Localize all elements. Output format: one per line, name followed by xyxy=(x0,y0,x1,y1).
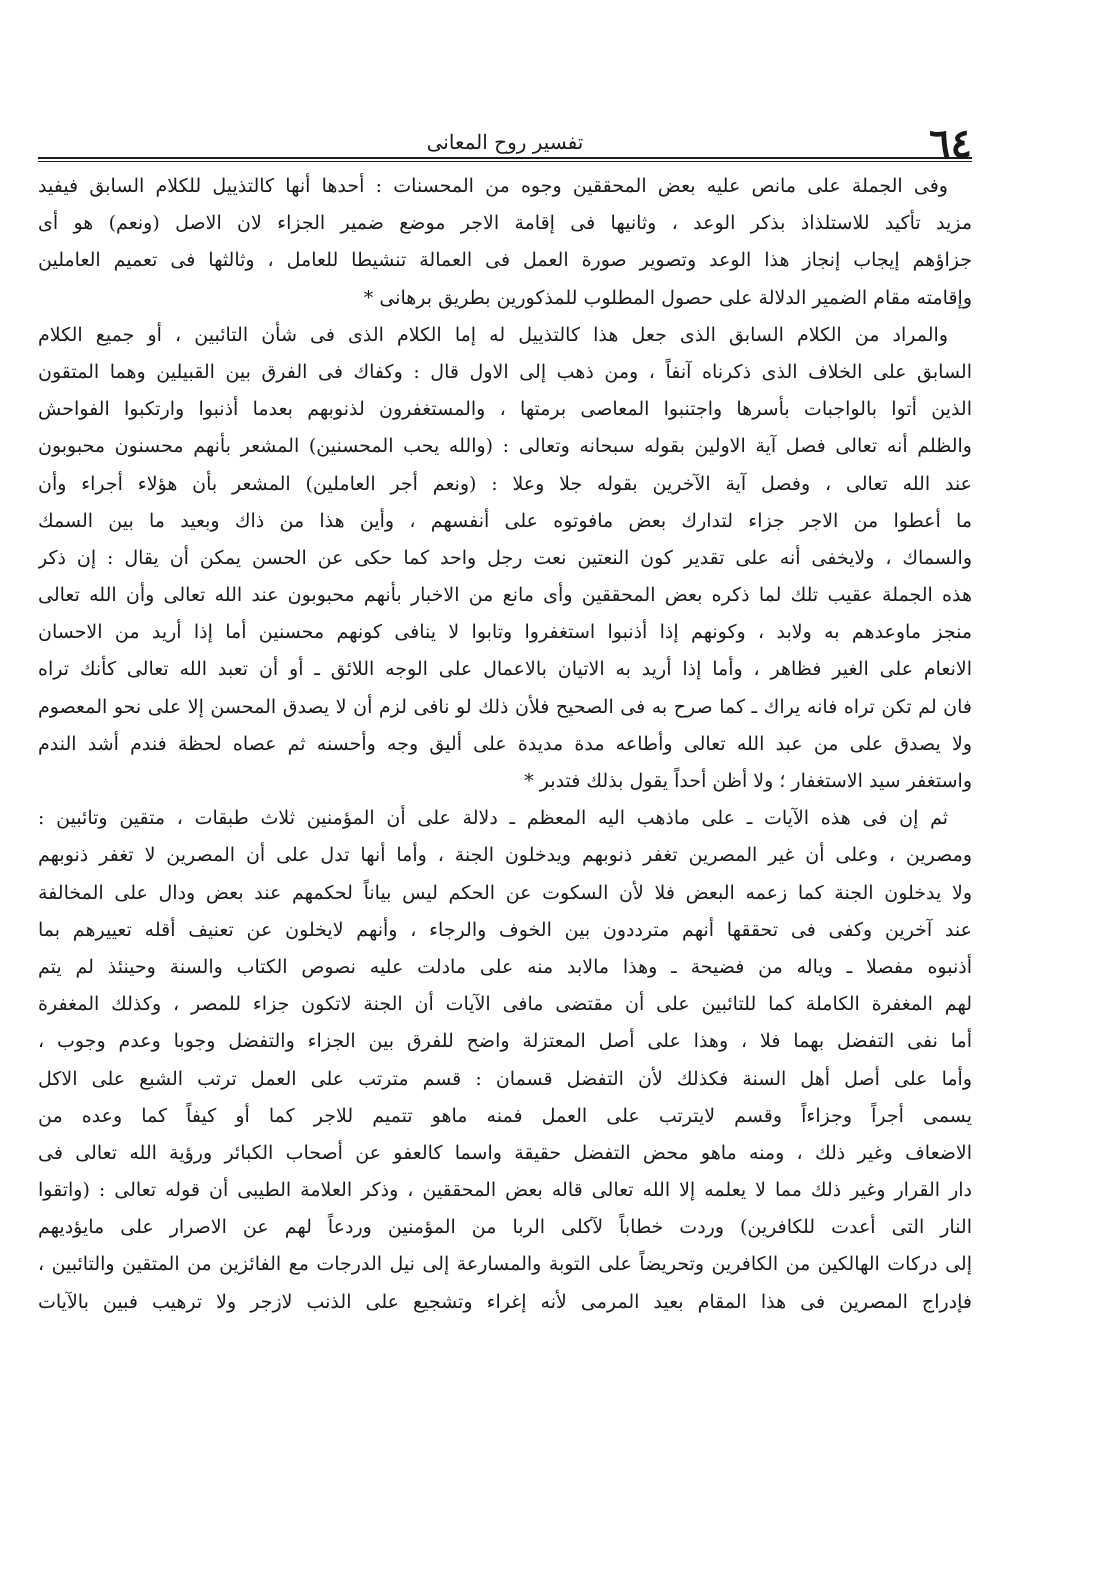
text-line: الانعام على الغير فظاهر ، وأما إذا أريد به الاتيان بالاعمال على الوجه اللائق ـ أو أن تعبد الله تعالى كأنك تراه xyxy=(38,658,972,681)
page-header xyxy=(38,120,972,167)
text-line: واستغفر سيد الاستغفار ؛ ولا أظن أحداً يقول بذلك فتدبر * xyxy=(524,770,972,792)
text-line: وفى الجملة على مانص عليه بعض المحققين وجوه من المحسنات : أحدها أنها كالتذييل للكلام السابق فيفيد xyxy=(38,175,948,197)
running-title: تفسير روح المعانى xyxy=(426,130,584,154)
text-line: لهم المغفرة الكاملة كما للتائبين على أن مقتضى مافى الآيات أن الجنة لاتكون جزاء للمصر ، وكذلك المغفرة xyxy=(38,993,972,1016)
text-line: منجز ماوعدهم به ولابد ، وكونهم إذا أذنبوا استغفروا وتابوا لا ينافى كونهم محسنين أما إذا أريد من الاحسان xyxy=(38,621,972,644)
text-line: ثم إن فى هذه الآيات ـ على ماذهب اليه المعظم ـ دلالة على أن المؤمنين ثلاث طبقات ، متقين وتائبين : xyxy=(38,807,948,830)
text-line: ومصرين ، وعلى أن غير المصرين تغفر ذنوبهم ويدخلون الجنة ، وأما أنها تدل على أن المصرين لا تغفر ذنوبهم xyxy=(38,844,972,867)
text-line: الذين أتوا بالواجبات بأسرها واجتنبوا المعاصى برمتها ، والمستغفرون لذنوبهم بعدما أذنبوا وارتكبوا الفواحش xyxy=(38,398,972,421)
text-line: مزيد تأكيد للاستلذاذ بذكر الوعد ، وثانيها فى إقامة الاجر موضع ضمير الجزاء لان الاصل (ونعم) هو أى xyxy=(38,212,972,235)
text-line: والمراد من الكلام السابق الذى جعل هذا كالتذييل له إما الكلام الذى فى شأن التائبين ، أو جميع الكلام xyxy=(38,323,948,346)
text-line: إلى دركات الهالكين من الكافرين وتحريضاً على التوبة والمسارعة إلى نيل الدرجات مع الفائزين من المتقين والتائبين ، xyxy=(38,1253,972,1276)
text-line: فان لم تكن تراه فانه يراك ـ كما صرح به فى الصحيح فلأن ذلك لو نافى لزم أن لا يصدق المحسن إلا على نحو المعصوم xyxy=(38,695,972,718)
page-number: ٦٤ xyxy=(929,120,972,167)
text-line: دار القرار وغير ذلك مما لا يعلمه إلا الله تعالى قاله بعض المحققين ، وذكر العلامة الطيبى أن قوله تعالى : (واتقوا xyxy=(38,1179,972,1202)
text-line: وأما على أصل أهل السنة فكذلك لأن التفضل قسمان : قسم مترتب على العمل ترتب الشبع على الاكل xyxy=(38,1067,972,1090)
text-line: جزاؤهم إيجاب إنجاز هذا الوعد وتصوير صورة العمل فى العمالة تنشيطا للعامل ، وثالثها فى تعميم العاملين xyxy=(38,249,972,272)
body-text xyxy=(38,168,972,1321)
text-line: النار التى أعدت للكافرين) وردت خطاباً لآكلى الربا من المؤمنين وردعاً لهم عن الاصرار على مايؤديهم xyxy=(38,1216,972,1239)
text-line: عند الله تعالى ، وفصل آية الآخرين بقوله جلا وعلا : (ونعم أجر العاملين) المشعر بأن هؤلاء أجراء وأن xyxy=(38,472,972,495)
text-line: عند آخرين وكفى فى تحققها أنهم مترددون بين الخوف والرجاء ، وأنهم لايخلون عن تعنيف أقله تعييرهم بما xyxy=(38,918,972,941)
text-line: هذه الجملة عقيب تلك لما ذكره بعض المحققين وأى مانع من الاخبار بأنهم محبوبون عند الله تعالى وأن الله تعالى xyxy=(38,584,972,607)
text-line: ما أعطوا من الاجر جزاء لتدارك بعض مافوتوه على أنفسهم ، وأين هذا من ذاك وبعيد ما بين السمك xyxy=(38,509,972,532)
header-rule-thin xyxy=(38,161,972,162)
text-line: السابق على الخلاف الذى ذكرناه آنفاً ، ومن ذهب إلى الاول قال : وكفاك فى الفرق بين القبيلين وهما المتقون xyxy=(38,360,972,383)
text-line: وإقامته مقام الضمير الدلالة على حصول المطلوب للمذكورين بطريق برهانى * xyxy=(363,286,972,309)
text-line: الاضعاف وغير ذلك ، ومنه ماهو محض التفضل حقيقة واسما كالعفو عن أصحاب الكبائر ورؤية الله تعالى فى xyxy=(38,1141,972,1164)
text-line: ولا يصدق على من عبد الله تعالى وأطاعه مدة مديدة على أليق وجه وأحسنه ثم عصاه لحظة فندم أشد الندم xyxy=(38,732,972,755)
text-line: أما نفى التفضل بهما فلا ، وهذا على أصل المعتزلة واضح للفرق بين الجزاء والتفضل وجوبا وعدم وجوب ، xyxy=(38,1030,972,1053)
text-line: يسمى أجراً وجزاءاً وقسم لايترتب على العمل فمنه ماهو تتميم للاجر كما أو كيفاً كما وعده من xyxy=(38,1104,972,1127)
text-line: والسماك ، ولايخفى أنه على تقدير كون النعتين نعت رجل واحد كما حكى عن الحسن يمكن أن يقال : إن ذكر xyxy=(38,546,972,569)
header-rule xyxy=(38,157,972,159)
text-line: أذنبوه مفصلا ـ وياله من فضيحة ـ وهذا مالابد منه على مادلت عليه نصوص الكتاب والسنة وحينئذ لم يتم xyxy=(38,955,972,978)
text-line: والظلم أنه تعالى فصل آية الاولين بقوله سبحانه وتعالى : (والله يحب المحسنين) المشعر بأنهم محسنون محبوبون xyxy=(38,435,972,458)
text-line: فإدراج المصرين فى هذا المقام بعيد المرمى لأنه إغراء وتشجيع على الذنب لازجر ولا ترهيب فبين بالآيات xyxy=(38,1290,972,1313)
text-line: ولا يدخلون الجنة كما زعمه البعض فلا لأن السكوت عن الحكم ليس بياناً لحكمهم عند بعض ودال على المخالفة xyxy=(38,881,972,904)
